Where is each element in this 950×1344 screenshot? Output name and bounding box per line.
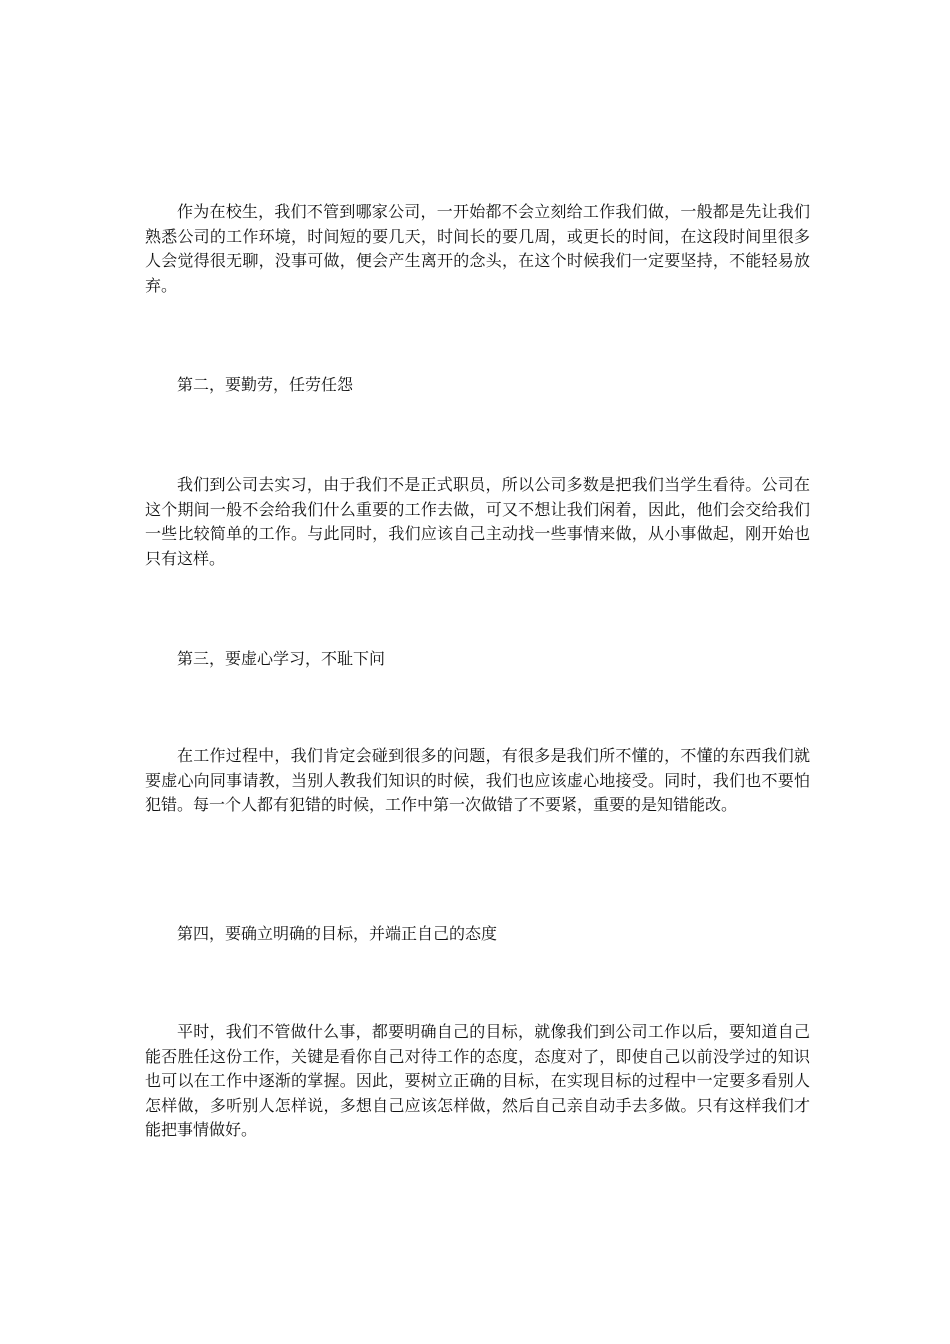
body-paragraph: 我们到公司去实习，由于我们不是正式职员，所以公司多数是把我们当学生看待。公司在这个期间一般不会给我们什么重要的工作去做，可又不想让我们闲着，因此，他们会交给我们一些比较简单的工作。与此同时，我们应该自己主动找一些事情来做，从小事做起，刚开始也只有这样。 bbox=[145, 475, 810, 568]
body-paragraph: 作为在校生，我们不管到哪家公司，一开始都不会立刻给工作我们做，一般都是先让我们熟悉公司的工作环境，时间短的要几天，时间长的要几周，或更长的时间，在这段时间里很多人会觉得很无聊，没事可做，便会产生离开的念头，在这个时候我们一定要坚持，不能轻易放弃。 bbox=[145, 202, 810, 295]
body-paragraph: 在工作过程中，我们肯定会碰到很多的问题，有很多是我们所不懂的，不懂的东西我们就要虚心向同事请教，当别人教我们知识的时候，我们也应该虚心地接受。同时，我们也不要怕犯错。每一个人都有犯错的时候，工作中第一次做错了不要紧，重要的是知错能改。 bbox=[145, 746, 810, 814]
body-paragraph: 平时，我们不管做什么事，都要明确自己的目标，就像我们到公司工作以后，要知道自己能否胜任这份工作，关键是看你自己对待工作的态度，态度对了，即使自己以前没学过的知识也可以在工作中逐渐的掌握。因此，要树立正确的目标，在实现目标的过程中一定要多看别人怎样做，多听别人怎样说，多想自己应该怎样做，然后自己亲自动手去多做。只有这样我们才能把事情做好。 bbox=[145, 1022, 810, 1139]
section-heading: 第四，要确立明确的目标，并端正自己的态度 bbox=[177, 924, 498, 943]
section-heading: 第三，要虚心学习，不耻下问 bbox=[177, 649, 386, 668]
section-heading: 第二，要勤劳，任劳任怨 bbox=[177, 375, 354, 394]
